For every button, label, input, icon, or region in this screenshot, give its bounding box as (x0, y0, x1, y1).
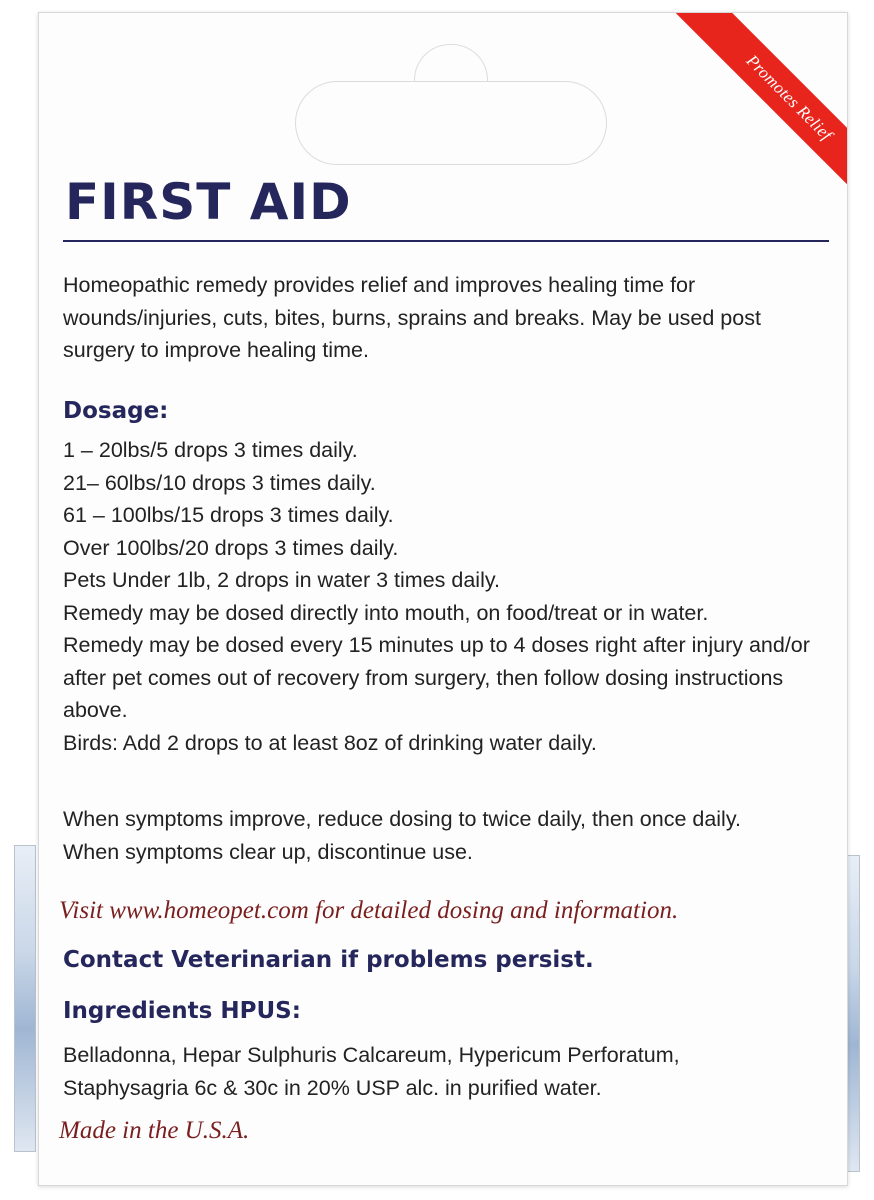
symptoms-block (63, 803, 833, 868)
dosage-line: Over 100lbs/20 drops 3 times daily. (63, 535, 399, 560)
title-divider (63, 240, 829, 242)
contact-vet-text: Contact Veterinarian if problems persist. (63, 947, 594, 973)
visit-website-text: Visit www.homeopet.com for detailed dosing and information. (59, 897, 679, 924)
dosage-line: Birds: Add 2 drops to at least 8oz of drinking water daily. (63, 730, 597, 755)
dosage-line: 1 – 20lbs/5 drops 3 times daily. (63, 438, 358, 462)
hang-tab-cutout (295, 81, 607, 165)
dosage-line: 61 – 100lbs/15 drops 3 times daily. (63, 503, 394, 527)
dosage-line: Remedy may be dosed every 15 minutes up to 4 doses right after injury and/or after pet comes out of recovery from surgery, then follow dosing instructions above. (63, 633, 810, 722)
dosage-list (63, 434, 833, 759)
package-back-panel (38, 12, 848, 1186)
intro-paragraph: Homeopathic remedy provides relief and improves healing time for wounds/injuries, cuts, bites, burns, sprains and breaks. May be used post surgery to improve healing time. (63, 273, 761, 362)
dosage-line: Remedy may be dosed directly into mouth, on food/treat or in water. (63, 600, 709, 625)
symptoms-line: When symptoms clear up, discontinue use. (63, 839, 473, 864)
ribbon-label: Promotes Relief (742, 50, 837, 145)
ingredients-text: Belladonna, Hepar Sulphuris Calcareum, Hypericum Perforatum, Staphysagria 6c & 30c in 20% USP alc. in purified water. (63, 1043, 680, 1100)
dosage-line: Pets Under 1lb, 2 drops in water 3 times daily. (63, 568, 500, 592)
dosage-line: 21– 60lbs/10 drops 3 times daily. (63, 470, 376, 495)
promotes-relief-ribbon (659, 12, 848, 223)
dosage-heading: Dosage: (63, 398, 169, 424)
ingredients-heading: Ingredients HPUS: (63, 998, 301, 1024)
symptoms-line: When symptoms improve, reduce dosing to twice daily, then once daily. (63, 807, 741, 831)
box-side-flap-left (14, 845, 36, 1152)
made-in-usa-text: Made in the U.S.A. (59, 1117, 250, 1144)
product-title: FIRST AID (65, 173, 352, 231)
